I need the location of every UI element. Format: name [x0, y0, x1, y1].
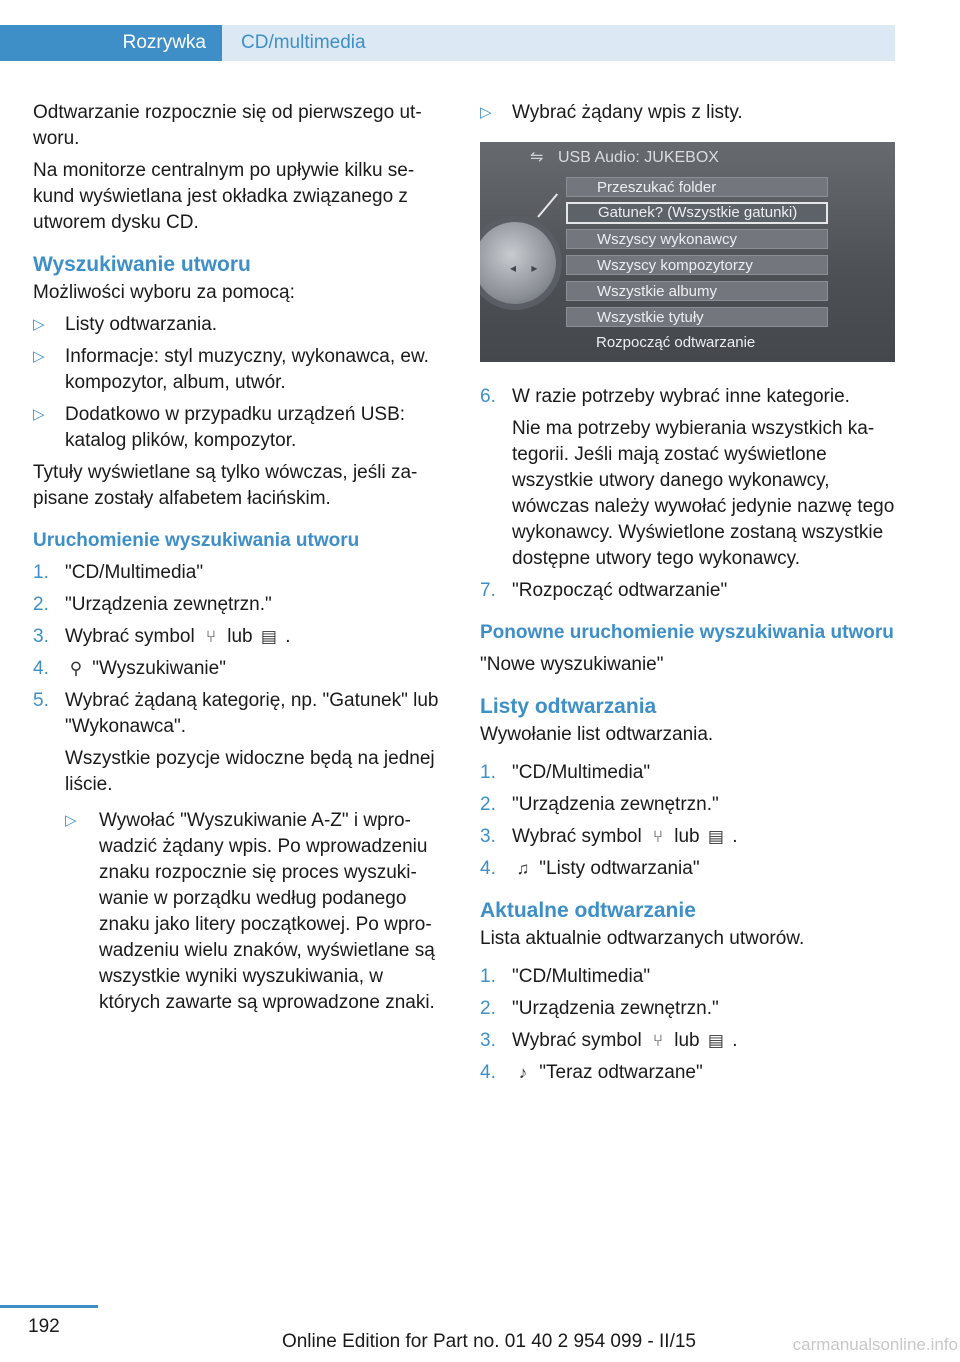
left-column — [33, 100, 446, 1022]
heading-playlists: Listy odtwarzania — [480, 695, 657, 718]
menu-row[interactable]: Przeszukać folder — [566, 177, 828, 197]
bullet-marker: ▷ — [33, 406, 45, 423]
step-text: Wybrać żądaną kategorię, np. "Gatunek" lub "Wykonawca". — [65, 690, 439, 737]
paragraph-options: Możliwości wyboru za pomocą: — [33, 282, 295, 303]
step-item — [480, 964, 895, 990]
step-text: "Urządzenia zewnętrzn." — [65, 594, 272, 615]
step-text: W razie potrzeby wybrać inne kategorie. — [512, 386, 850, 407]
step-text: lub — [227, 626, 253, 647]
step-note: Nie ma potrzeby wybierania wszystkich kategorii. Jeśli mają zostać wyświetlone wszystkie utwory danego wykonawcy, wówczas należy wywołać jedynie nazwę tego wykonawcy. Wyświetlone zostaną wszystkie dostępne utwory tego wykonawcy. — [512, 418, 895, 569]
usb-icon: ⑂ — [652, 1031, 664, 1050]
step-number: 2. — [480, 998, 496, 1019]
paragraph-cover: Na monitorze centralnym po upływie kilku sekund wyświetlana jest okładka związanego z utworem dysku CD. — [33, 160, 415, 233]
step-number: 3. — [480, 826, 496, 847]
step-text: lub — [674, 826, 700, 847]
step-item — [480, 760, 895, 786]
magnifier-icon: ⚲ — [69, 659, 83, 678]
playlist-icon: ♫ — [516, 859, 530, 878]
paragraph-new-search: "Nowe wyszukiwanie" — [480, 654, 664, 675]
paragraph-latin: Tytuły wyświetlane są tylko wówczas, jeśli zapisane zostały alfabetem łacińskim. — [33, 462, 418, 509]
selection-pointer — [537, 193, 558, 217]
step-number: 4. — [480, 1062, 496, 1083]
list-item-text: Listy odtwarzania. — [65, 314, 218, 335]
step-item — [33, 592, 446, 618]
list-item-text: Dodatkowo w przypadku urządzeń USB: katalog plików, kompozytor. — [65, 404, 406, 451]
step-item — [33, 688, 446, 1016]
list-item — [33, 402, 446, 454]
step-text: Wybrać symbol — [65, 626, 195, 647]
step-number: 1. — [33, 562, 49, 583]
usb-icon: ⑂ — [205, 627, 217, 646]
step-item — [480, 824, 895, 850]
heading-search: Wyszukiwanie utworu — [33, 253, 251, 276]
list-item-text: Informacje: styl muzyczny, wykonawca, ew. kompozytor, album, utwór. — [65, 346, 429, 393]
step-item — [480, 1028, 895, 1054]
watermark: carmanualsonline.info — [792, 1335, 958, 1354]
list-item — [65, 808, 446, 1016]
menu-row-selected[interactable]: Gatunek? (Wszystkie gatunki) — [566, 202, 828, 224]
step-text: "CD/Multimedia" — [512, 762, 651, 783]
paragraph-start: Odtwarzanie rozpocznie się od pierwszego utworu. — [33, 102, 422, 149]
step-item — [480, 1060, 895, 1086]
step-item — [33, 624, 446, 650]
list-item — [480, 100, 895, 126]
list-item-text: Wybrać żądany wpis z listy. — [512, 102, 743, 123]
step-number: 7. — [480, 580, 496, 601]
step-text: "Wyszukiwanie" — [92, 658, 226, 679]
step-number: 1. — [480, 762, 496, 783]
heading-current-playback: Aktualne odtwarzanie — [480, 899, 696, 922]
step-text: . — [732, 1030, 738, 1051]
step-text: "CD/Multimedia" — [512, 966, 651, 987]
bullet-marker: ▷ — [33, 316, 45, 333]
bullet-marker: ▷ — [65, 812, 77, 829]
step-number: 4. — [480, 858, 496, 879]
paragraph-playlists: Wywołanie list odtwarzania. — [480, 724, 714, 745]
page-number: 192 — [28, 1316, 60, 1337]
step-text: lub — [674, 1030, 700, 1051]
step-text: "Teraz odtwarzane" — [539, 1062, 703, 1083]
device-icon: ▤ — [707, 827, 724, 846]
step-text: "Urządzenia zewnętrzn." — [512, 998, 719, 1019]
step-text: "Listy odtwarzania" — [539, 858, 700, 879]
step-number: 3. — [480, 1030, 496, 1051]
paragraph-current: Lista aktualnie odtwarzanych utworów. — [480, 928, 805, 949]
step-item — [480, 792, 895, 818]
menu-row[interactable]: Wszystkie tytuły — [566, 307, 828, 327]
step-number: 2. — [33, 594, 49, 615]
step-number: 4. — [33, 658, 49, 679]
step-number: 1. — [480, 966, 496, 987]
step-item — [480, 578, 895, 604]
list-item-text: Wywołać "Wyszukiwanie A-Z" i wprowadzić żądany wpis. Po wprowadzeniu znaku rozpocznie się proces wyszukiwanie w porządku według podanego znaku jako litery początkowej. Po wprowadzeniu wielu znaków, wyświetlane są wszystkie wyniki wyszukiwania, w których zawarte są wprowadzone znaki. — [99, 810, 435, 1013]
header-tab-section: CD/multimedia — [222, 25, 895, 61]
step-item — [480, 384, 895, 572]
step-item — [480, 856, 895, 882]
screen-title: USB Audio: JUKEBOX — [558, 149, 719, 166]
bullet-marker: ▷ — [480, 104, 492, 121]
step-text: Wybrać symbol — [512, 1030, 642, 1051]
step-number: 3. — [33, 626, 49, 647]
step-item — [33, 560, 446, 586]
page-header — [0, 25, 895, 61]
list-item — [33, 344, 446, 396]
step-text: . — [285, 626, 291, 647]
step-text: "Rozpocząć odtwarzanie" — [512, 580, 728, 601]
usb-icon: ⑂ — [652, 827, 664, 846]
left-right-arrows-icon: ◂ ▸ — [510, 261, 544, 275]
step-text: "Urządzenia zewnętrzn." — [512, 794, 719, 815]
step-item — [480, 996, 895, 1022]
now-playing-icon: ♪ — [518, 1063, 528, 1082]
step-number: 5. — [33, 690, 49, 711]
header-tab-chapter: Rozrywka — [0, 25, 222, 61]
heading-restart-search: Ponowne uruchomienie wyszukiwania utworu — [480, 622, 894, 643]
menu-row[interactable]: Wszyscy kompozytorzy — [566, 255, 828, 275]
idrive-screenshot — [480, 142, 895, 362]
menu-row[interactable]: Wszystkie albumy — [566, 281, 828, 301]
step-item — [33, 656, 446, 682]
edition-note: Online Edition for Part no. 01 40 2 954 099 - II/15 — [281, 1331, 696, 1352]
usb-audio-icon: ⇋ — [530, 149, 544, 166]
step-text: "CD/Multimedia" — [65, 562, 204, 583]
device-icon: ▤ — [260, 627, 277, 646]
page-number-rule — [0, 1305, 98, 1308]
step-text: . — [732, 826, 738, 847]
step-number: 2. — [480, 794, 496, 815]
heading-start-search: Uruchomienie wyszukiwania utworu — [33, 530, 360, 551]
step-text: Wybrać symbol — [512, 826, 642, 847]
right-column — [480, 100, 895, 1092]
step-note: Wszystkie pozycje widoczne będą na jednej liście. — [65, 748, 435, 795]
step-number: 6. — [480, 386, 496, 407]
menu-row[interactable]: Wszyscy wykonawcy — [566, 229, 828, 249]
device-icon: ▤ — [707, 1031, 724, 1050]
list-item — [33, 312, 446, 338]
bullet-marker: ▷ — [33, 348, 45, 365]
menu-row[interactable]: Rozpocząć odtwarzanie — [596, 334, 756, 351]
